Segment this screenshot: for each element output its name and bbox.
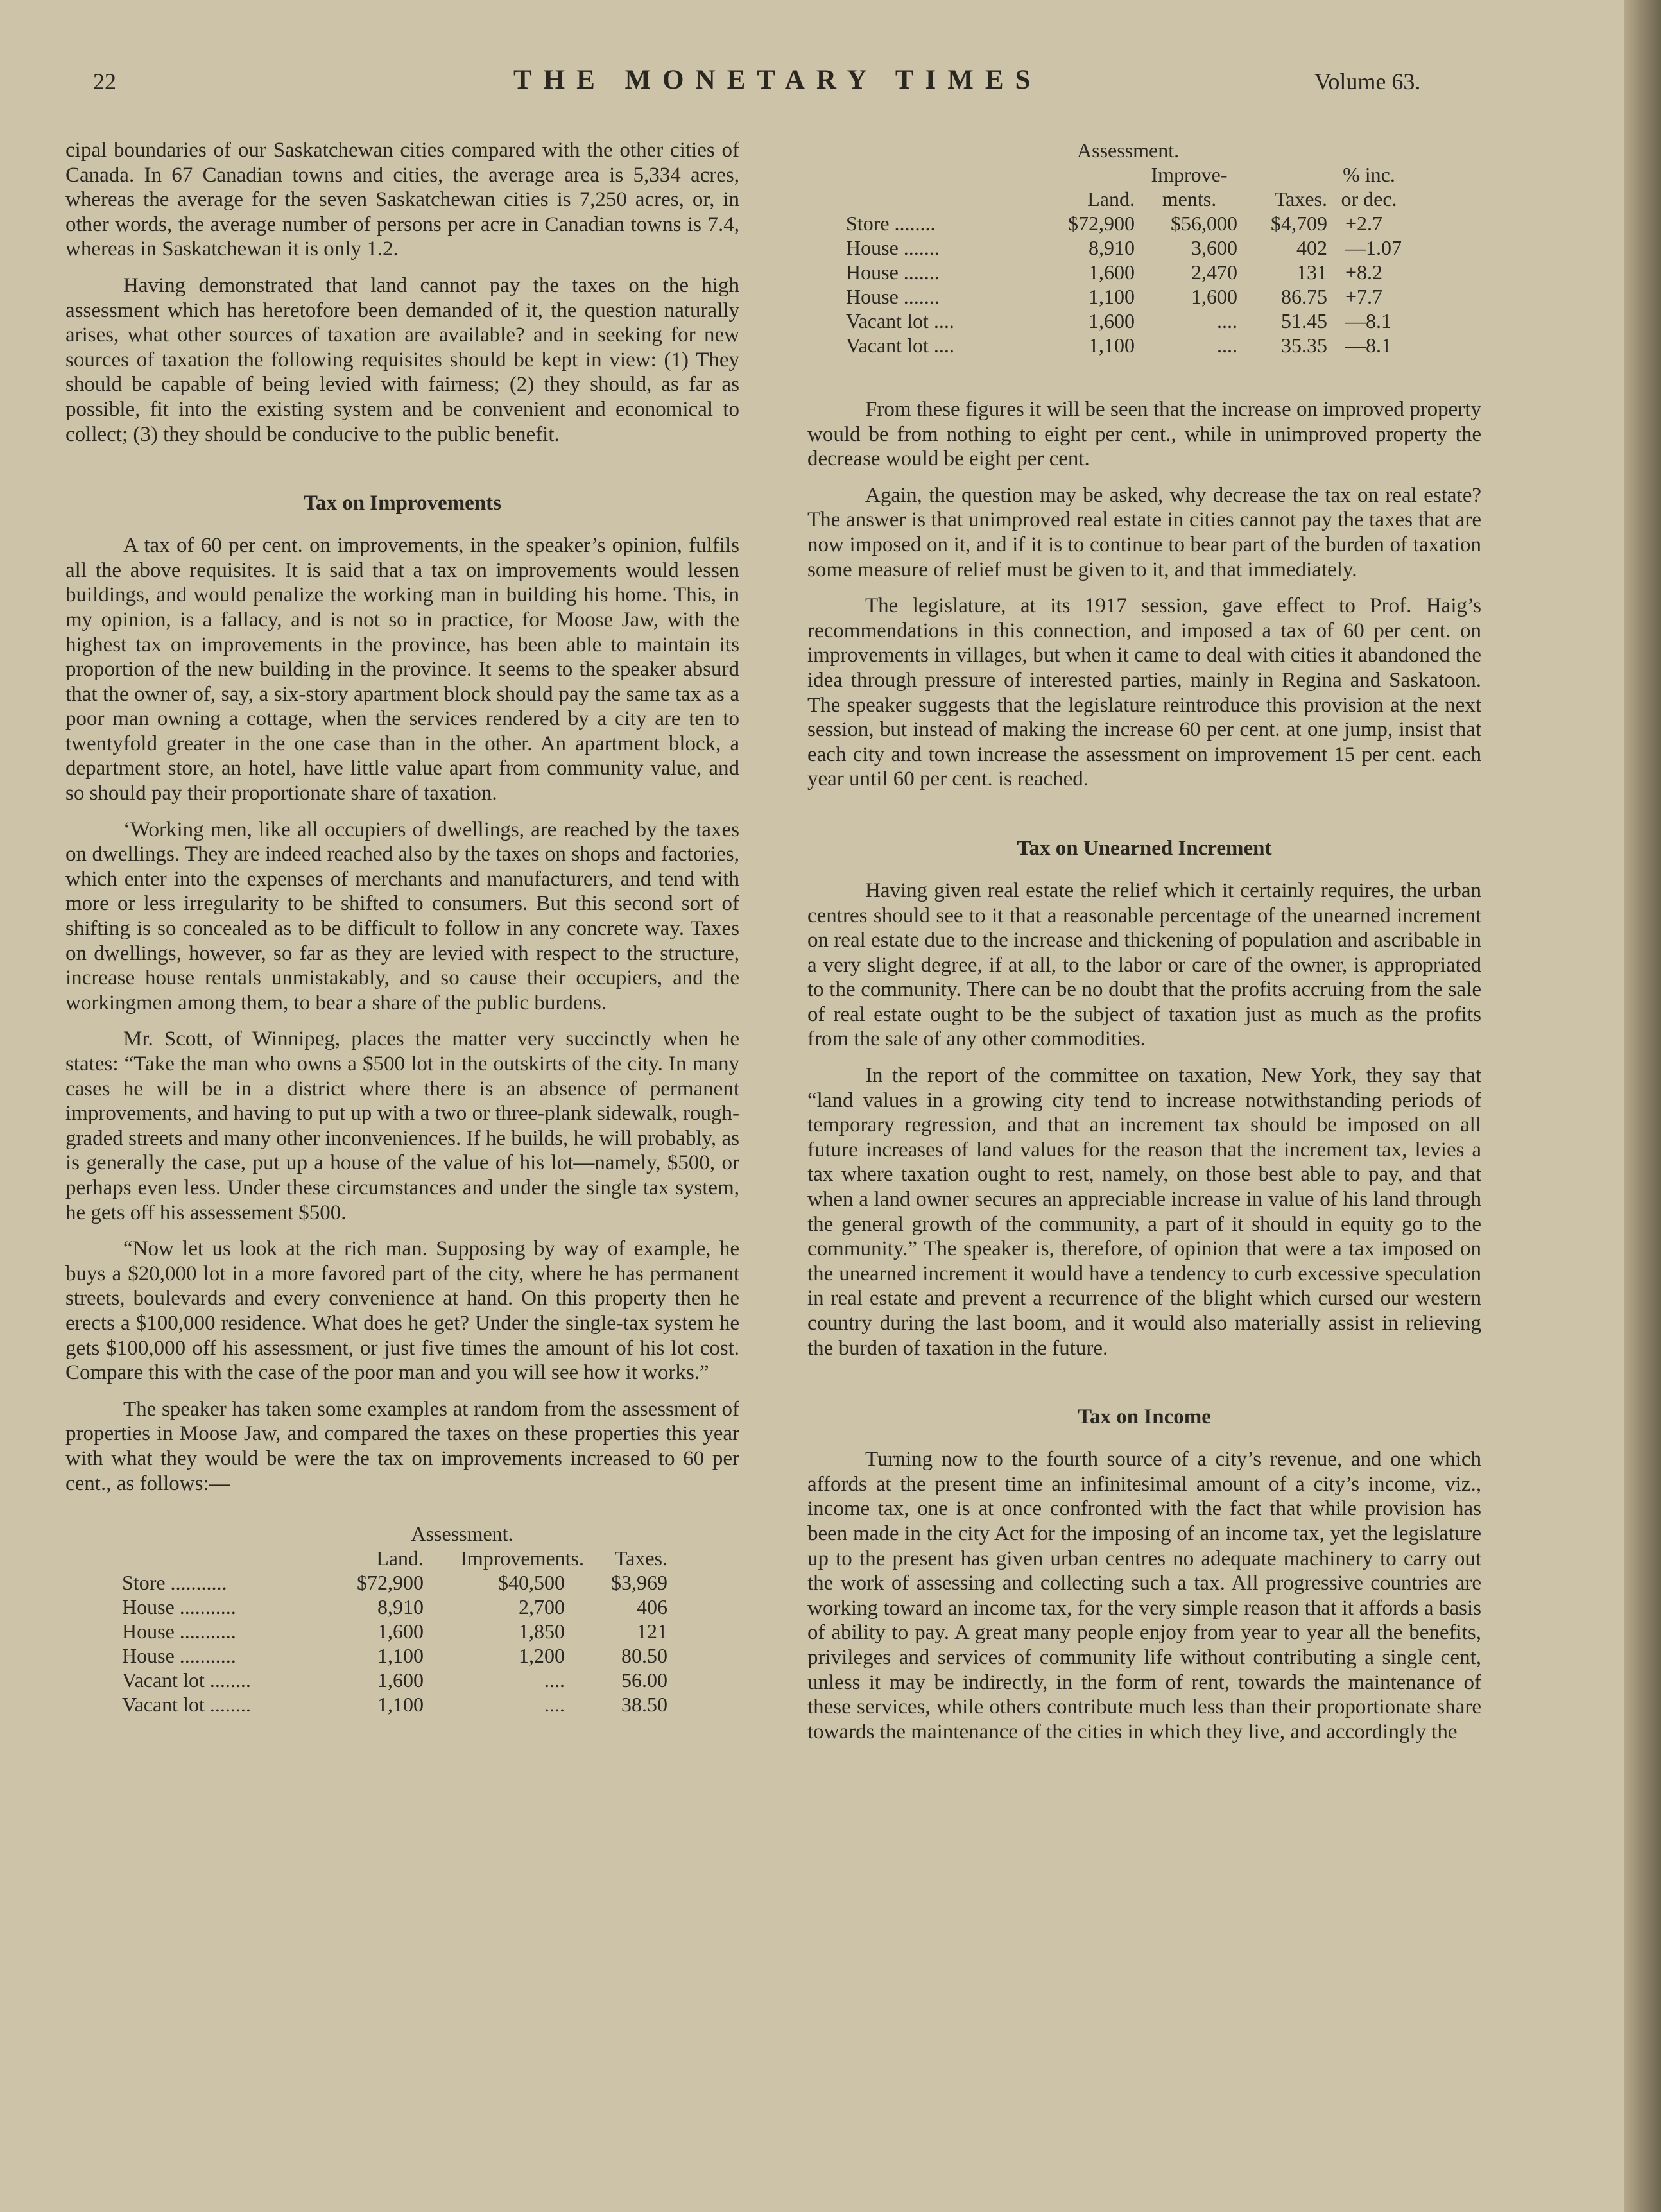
paragraph: Having demonstrated that land cannot pay the taxes on the high assessment which has heretofore been demanded of it, the question naturally arises, what other sources of taxation are available? and in seeking for new sources of taxation the following requisites should be kept in view: (1) They should be capable of being levied with fairness; (2) they should, as far as possible, fit into the existing system and be convenient and economical to collect; (3) they should be conducive to the public benefit. <box>65 273 739 446</box>
cell-land: 8,910 <box>1089 236 1135 259</box>
row-label: Vacant lot .... <box>846 309 954 332</box>
column-header: or dec. <box>1341 187 1397 210</box>
column-header: Land. <box>376 1547 424 1570</box>
paragraph: Mr. Scott, of Winnipeg, places the matter very succinctly when he states: “Take the man who owns a $500 lot in the outskirts of the city. In many cases he will be in a district where there is an absence of permanent improvements, and having to put up with a two or three-plank sidewalk, rough-graded streets and many other inconveniences. If he builds, he will probably, as is generally the case, put up a house of the value of his lot—namely, $500, or perhaps even less. Under these circumstances and under the single tax system, he gets off his assessement $500. <box>65 1027 739 1224</box>
column-header: Land. <box>1087 187 1135 210</box>
cell-improvements: 1,850 <box>519 1620 565 1643</box>
column-header: Taxes. <box>1274 187 1327 210</box>
page-binding-edge <box>1624 0 1661 2212</box>
cell-land: 1,100 <box>377 1644 424 1668</box>
cell-improvements: 3,600 <box>1191 236 1237 259</box>
assessment-table-current <box>122 1522 667 1717</box>
column-header: Improvements. <box>460 1547 584 1570</box>
cell-percent: —8.1 <box>1345 334 1391 357</box>
cell-improvements: $40,500 <box>498 1571 565 1595</box>
cell-land: 1,100 <box>377 1693 424 1717</box>
table-group-header: Assessment. <box>1077 139 1180 162</box>
row-label: Vacant lot ........ <box>122 1693 251 1717</box>
cell-percent: +2.7 <box>1345 212 1383 235</box>
table-row <box>122 1595 667 1619</box>
paragraph: Again, the question may be asked, why decrease the tax on real estate? The answer is that unimproved real estate in cities cannot pay the taxes that are now imposed on it, and if it is to continue to bear part of the burden of taxation some measure of relief must be given to it, and that immediately. <box>807 483 1481 581</box>
cell-taxes: 38.50 <box>621 1693 667 1717</box>
row-label: House ........... <box>122 1620 236 1643</box>
cell-taxes: 56.00 <box>621 1668 667 1692</box>
cell-land: 1,100 <box>1089 334 1135 357</box>
masthead: THE MONETARY TIMES <box>513 65 1042 95</box>
table-group-header: Assessment. <box>411 1522 513 1546</box>
row-label: House ....... <box>846 285 940 308</box>
table-row <box>122 1668 667 1692</box>
cell-land: 1,600 <box>1089 309 1135 332</box>
table-row <box>122 1619 667 1643</box>
cell-improvements: 1,200 <box>519 1644 565 1668</box>
row-label: Vacant lot ........ <box>122 1668 251 1692</box>
assessment-table-proposed <box>846 138 1411 357</box>
page-number: 22 <box>93 69 116 94</box>
cell-taxes: 402 <box>1296 236 1327 259</box>
section-heading: Tax on Income <box>1078 1405 1211 1429</box>
cell-percent: +8.2 <box>1345 261 1383 284</box>
table-row <box>122 1643 667 1668</box>
left-column <box>65 138 739 1717</box>
cell-taxes: 121 <box>637 1620 667 1643</box>
section-heading: Tax on Unearned Increment <box>1017 836 1272 860</box>
paragraph: In the report of the committee on taxation, New York, they say that “land values in a growing city tend to increase notwithstanding periods of temporary regression, and that an increment tax should be imposed on all future increases of land values for the reason that the increment tax, levies a tax where taxation ought to rest, namely, on those best able to pay, and that when a land owner secures an appreciable increase in value of his land through the general growth of the community, a part of it should in equity go to the community.” The speaker is, therefore, of opinion that were a tax imposed on the unearned increment it would have a tendency to curb excessive speculation in real estate and prevent a recurrence of the blight which cursed our western country during the last boom, and it would also materially assist in relieving the burden of taxation in the future. <box>807 1064 1481 1360</box>
cell-taxes: 131 <box>1296 261 1327 284</box>
paragraph: ‘Working men, like all occupiers of dwellings, are reached by the taxes on dwellings. They are indeed reached also by the taxes on shops and factories, which enter into the expenses of merchants and manufacturers, and tend with more or less irregularity to be shifted to consumers. But this second sort of shifting is so concealed as to be difficult to follow in any concrete way. Taxes on dwellings, however, so far as they are levied with respect to the structure, increase house rentals unmistakably, and so cause their occupiers, and the workingmen among them, to bear a share of the public burdens. <box>65 818 739 1015</box>
table-row <box>846 260 1411 284</box>
cell-taxes: 86.75 <box>1281 285 1327 308</box>
row-label: House ....... <box>846 236 940 259</box>
table-row <box>846 333 1411 357</box>
cell-taxes: $4,709 <box>1271 212 1327 235</box>
cell-percent: —1.07 <box>1345 236 1402 259</box>
cell-improvements: .... <box>1217 309 1237 332</box>
cell-improvements: .... <box>544 1693 565 1717</box>
table-row <box>846 284 1411 309</box>
column-header: % inc. <box>1343 163 1395 186</box>
cell-land: 1,600 <box>377 1668 424 1692</box>
cell-land: 8,910 <box>377 1595 424 1619</box>
volume-label: Volume 63. <box>1314 69 1421 94</box>
paragraph: The speaker has taken some examples at random from the assessment of properties in Moose Jaw, and compared the taxes on these properties this year with what they would be were the tax on improvements increased to 60 per cent., as follows:— <box>65 1397 739 1495</box>
paragraph: Having given real estate the relief which it certainly requires, the urban centres should see to it that a reasonable percentage of the unearned increment on real estate due to the increase and thickening of population and ascribable in a very slight degree, if at all, to the labor or care of the owner, is appropriated to the community. There can be no doubt that the profits accruing from the sale of real estate ought to be the subject of taxation just as much as the profits from the sale of any other commodities. <box>807 879 1481 1051</box>
cell-taxes: 35.35 <box>1281 334 1327 357</box>
table-row <box>846 211 1411 236</box>
cell-land: 1,600 <box>377 1620 424 1643</box>
cell-taxes: 80.50 <box>621 1644 667 1668</box>
row-label: House ........... <box>122 1644 236 1668</box>
cell-land: 1,100 <box>1089 285 1135 308</box>
cell-taxes: 406 <box>637 1595 667 1619</box>
table-row <box>122 1570 667 1595</box>
section-heading: Tax on Improvements <box>303 492 502 515</box>
cell-taxes: 51.45 <box>1281 309 1327 332</box>
paragraph: Turning now to the fourth source of a city’s revenue, and one which affords at the present time an infinitesimal amount of a city’s income, viz., income tax, one is at once confronted with the fact that while provision has been made in the city Act for the imposing of an income tax, yet the legislature up to the present has given urban centres no adequate machinery to carry out the work of assessing and collecting such a tax. All progressive countries are working toward an income tax, for the very simple reason that it affords a basis of ability to pay. A great many people enjoy from year to year all the benefits, privileges and services of community life without contributing a single cent, unless it may be indirectly, in the form of rent, towards the maintenance of these services, while others contribute much less than their proportionate share towards the maintenance of the cities in which they live, and accordingly the <box>807 1448 1481 1744</box>
row-label: Vacant lot .... <box>846 334 954 357</box>
column-header: Improve- <box>1151 163 1228 186</box>
column-header: ments. <box>1162 187 1217 210</box>
row-label: Store ........... <box>122 1571 227 1595</box>
cell-improvements: 2,470 <box>1191 261 1237 284</box>
paragraph: cipal boundaries of our Saskatchewan cities compared with the other cities of Canada. In 67 Canadian towns and cities, the average area is 5,334 acres, whereas the average for the seven Saskatchewan cities is 7,250 acres, or, in other words, the average number of persons per acre in Canadian towns is 7.4, whereas in Saskatchewan it is only 1.2. <box>65 139 739 261</box>
right-column <box>807 138 1481 1756</box>
table-row <box>846 309 1411 333</box>
cell-improvements: 1,600 <box>1191 285 1237 308</box>
paragraph: The legislature, at its 1917 session, gave effect to Prof. Haig’s recommendations in this connection, and imposed a tax of 60 per cent. on improvements in villages, but when it came to deal with cities it abandoned the idea through pressure of interested parties, mainly in Regina and Saskatoon. The speaker suggests that the legislature reintroduce this provision at the next session, but instead of making the increase 60 per cent. at one jump, insist that each city and town increase the assessment on improvement 15 per cent. each year until 60 per cent. is reached. <box>807 594 1481 791</box>
table-row <box>122 1692 667 1717</box>
cell-percent: —8.1 <box>1345 309 1391 332</box>
paragraph: From these figures it will be seen that the increase on improved property would be from nothing to eight per cent., while in unimproved property the decrease would be eight per cent. <box>807 398 1481 471</box>
cell-land: $72,900 <box>1068 212 1135 235</box>
page-header <box>0 64 1476 103</box>
cell-percent: +7.7 <box>1345 285 1383 308</box>
cell-land: $72,900 <box>357 1571 424 1595</box>
cell-improvements: $56,000 <box>1171 212 1237 235</box>
row-label: House ........... <box>122 1595 236 1619</box>
cell-improvements: 2,700 <box>519 1595 565 1619</box>
table-row <box>846 236 1411 260</box>
paragraph: “Now let us look at the rich man. Supposing by way of example, he buys a $20,000 lot in a more favored part of the city, where he has permanent streets, boulevards and every convenience at hand. On this property then he erects a $100,000 residence. What does he get? Under the single-tax system he gets $100,000 off his assessment, or just five times the amount of his lot cost. Compare this with the case of the poor man and you will see how it works.” <box>65 1237 739 1385</box>
paragraph: A tax of 60 per cent. on improvements, in the speaker’s opinion, fulfils all the above requisites. It is said that a tax on improvements would lessen buildings, and would penalize the working man in building his home. This, in my opinion, is a fallacy, and is not so in practice, for Moose Jaw, with the highest tax on improvements in the province, has been able to maintain its proportion of the new building in the province. It seems to the speaker absurd that the owner of, say, a six-story apartment block should pay the same tax as a poor man owning a cottage, when the services rendered by a city are ten to twentyfold greater in the one case than in the other. An apartment block, a department store, an hotel, have little value apart from community value, and so should pay their proportionate share of taxation. <box>65 534 739 805</box>
cell-improvements: .... <box>1217 334 1237 357</box>
cell-taxes: $3,969 <box>611 1571 667 1595</box>
row-label: Store ........ <box>846 212 936 235</box>
cell-land: 1,600 <box>1089 261 1135 284</box>
row-label: House ....... <box>846 261 940 284</box>
cell-improvements: .... <box>544 1668 565 1692</box>
column-header: Taxes. <box>614 1547 667 1570</box>
